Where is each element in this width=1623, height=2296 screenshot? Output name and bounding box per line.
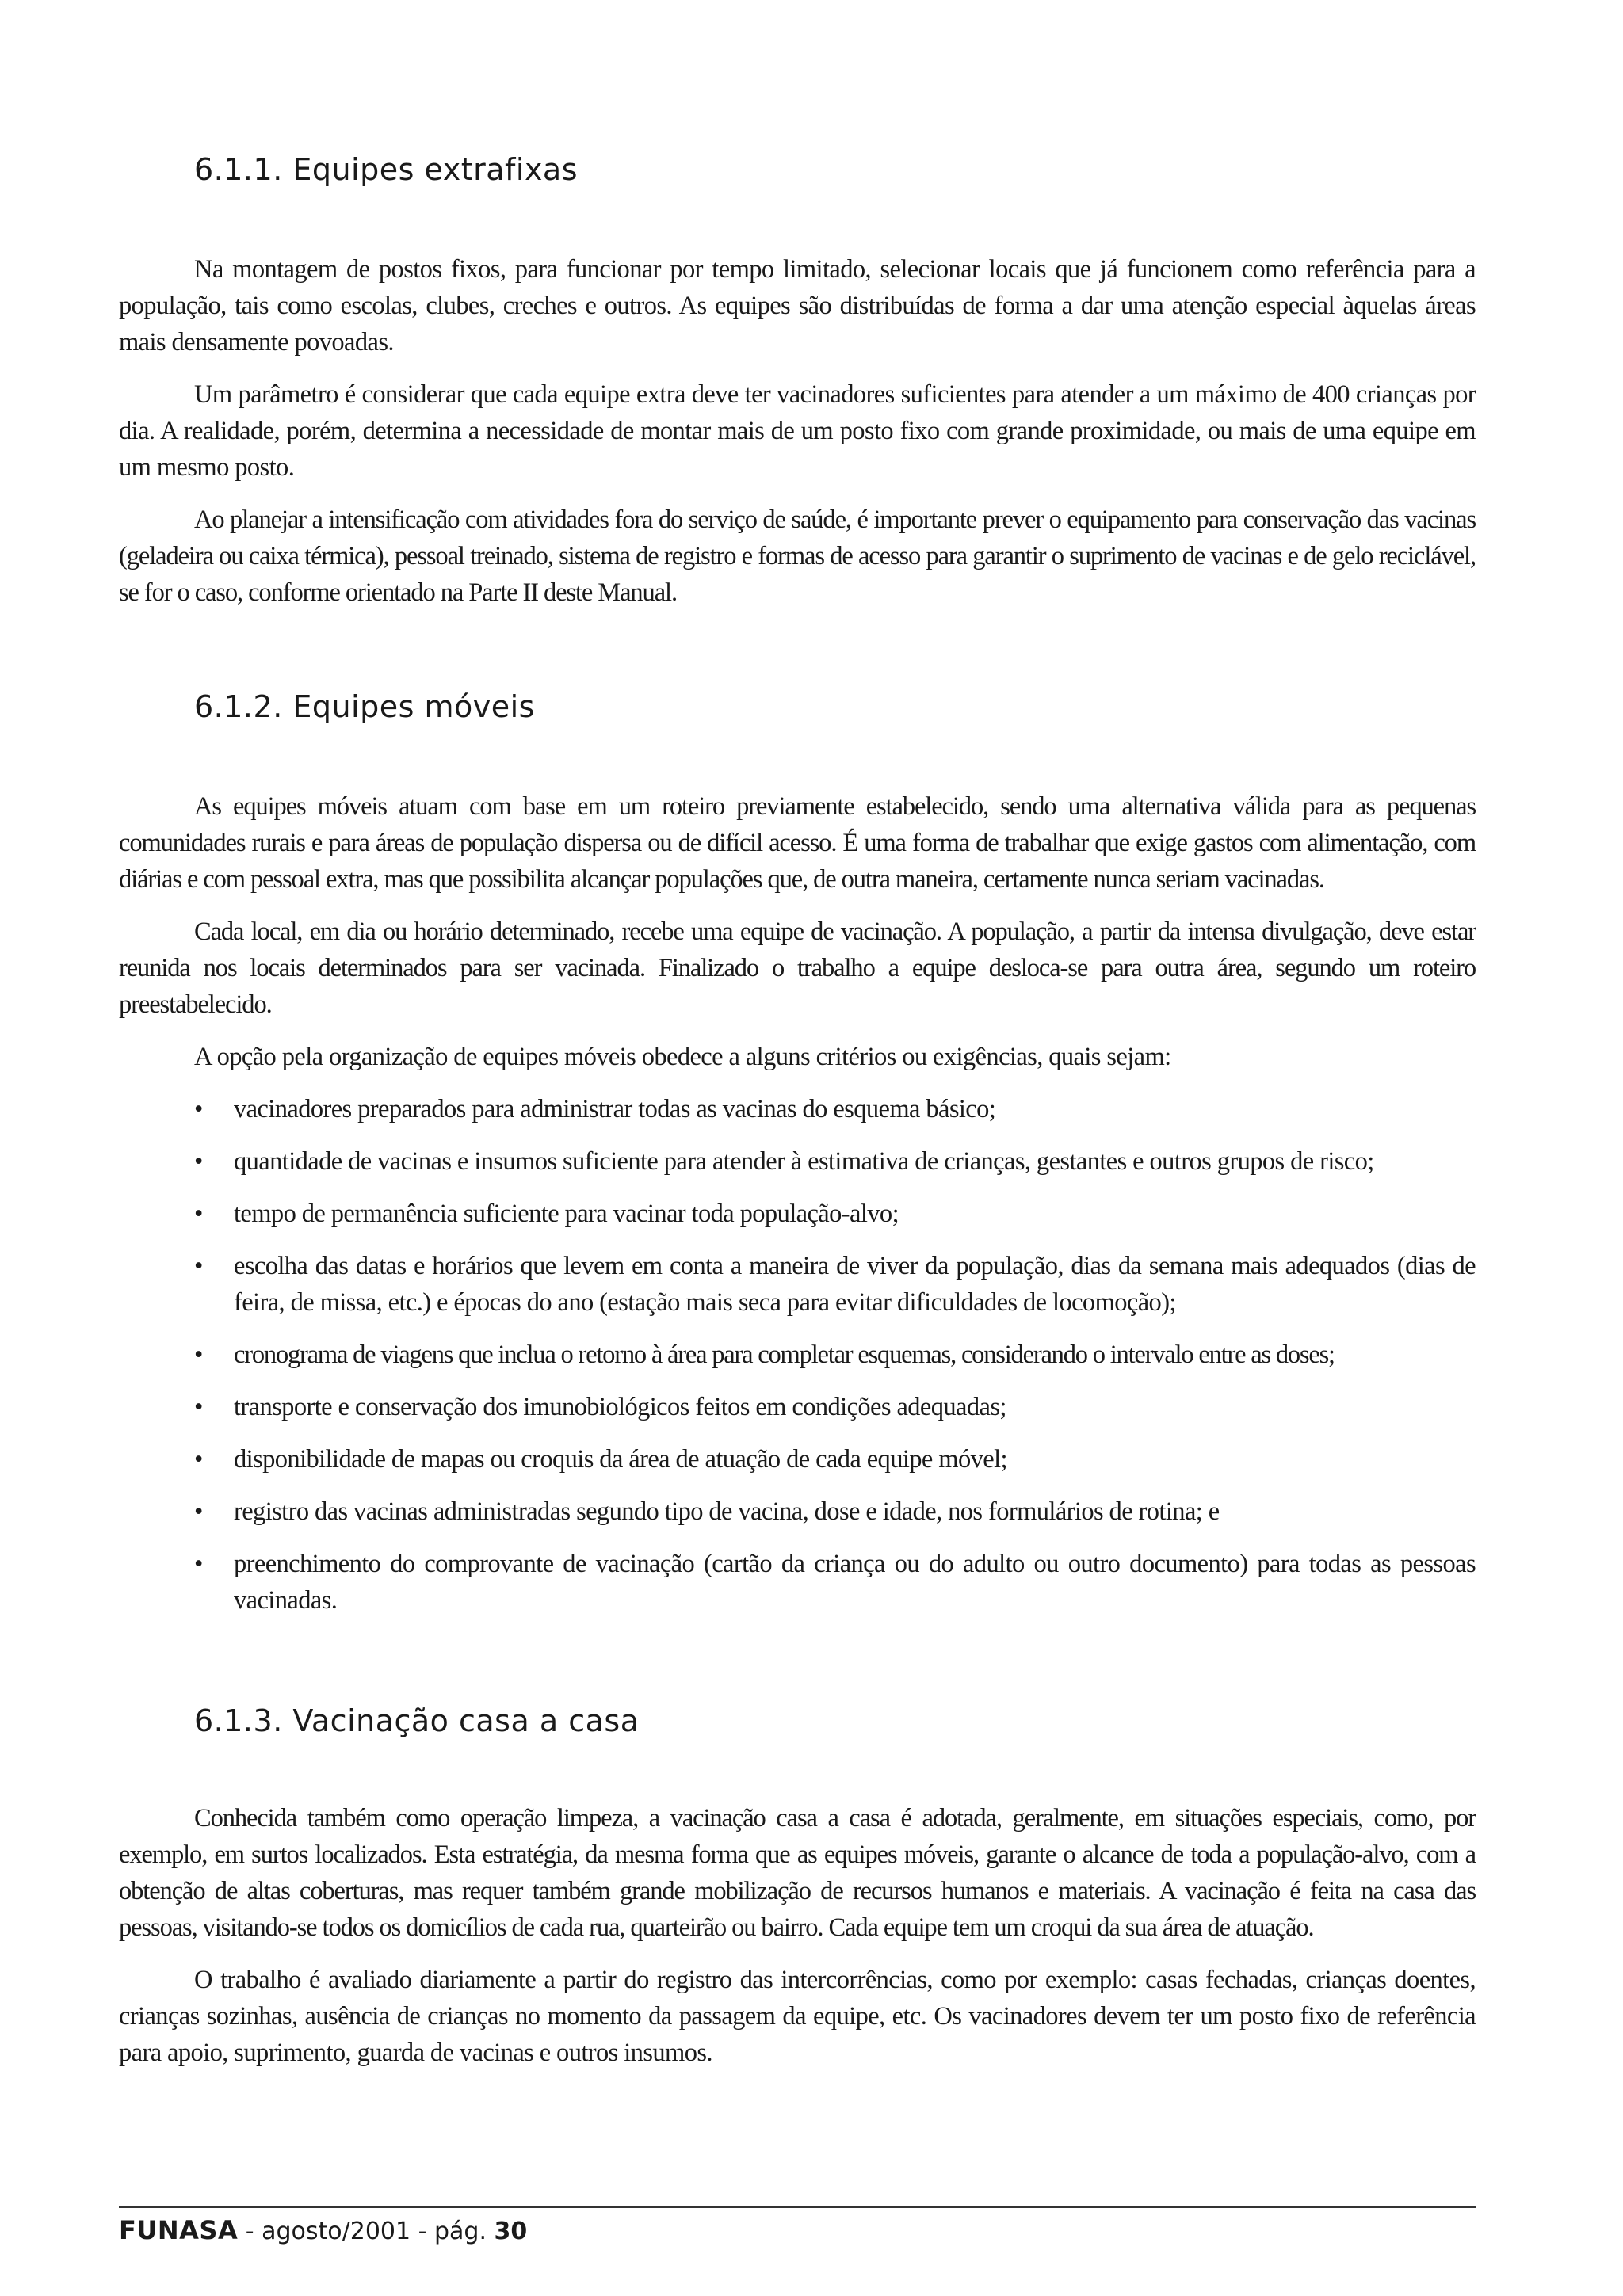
page-number: 30 xyxy=(494,2218,528,2245)
list-item-text: quantidade de vacinas e insumos suficiente para atender à estimativa de crianças, gestantes e outros grupos de risco; xyxy=(234,1147,1374,1176)
bullet-icon: • xyxy=(194,1147,203,1176)
paragraph: A opção pela organização de equipes móveis obedece a alguns critérios ou exigências, quais sejam: xyxy=(194,1043,1171,1071)
footer-date: - agosto/2001 - pág. xyxy=(238,2218,495,2245)
list-item-text: vacinadores preparados para administrar todas as vacinas do esquema básico; xyxy=(234,1095,996,1123)
section-body-6-1-3 xyxy=(119,1800,1476,2087)
section-body-6-1-2 xyxy=(119,788,1476,1634)
bullet-icon: • xyxy=(194,1550,203,1578)
bullet-icon: • xyxy=(194,1497,203,1526)
section-heading-6-1-3: 6.1.3. Vacinação casa a casa xyxy=(194,1703,640,1738)
list-item xyxy=(119,1546,1476,1619)
list-item xyxy=(119,1389,1476,1425)
section-heading-6-1-2: 6.1.2. Equipes móveis xyxy=(194,689,535,724)
footer-divider xyxy=(119,2206,1476,2208)
paragraph: O trabalho é avaliado diariamente a partir do registro das intercorrências, como por exemplo: casas fechadas, crianças doentes, crianças sozinhas, ausência de crianças no momento da passagem da equipe, etc. Os vacinadores devem ter um posto fixo de referência para apoio, suprimento, guarda de vacinas e outros insumos. xyxy=(119,1966,1476,2067)
bullet-icon: • xyxy=(194,1095,203,1123)
list-item-text: escolha das datas e horários que levem em conta a maneira de viver da população, dias da semana mais adequados (dias de feira, de missa, etc.) e épocas do ano (estação mais seca para evitar dificuldades de locomoção); xyxy=(234,1252,1476,1317)
footer-brand: FUNASA xyxy=(119,2215,239,2245)
paragraph: Ao planejar a intensificação com atividades fora do serviço de saúde, é importante prever o equipamento para conservação das vacinas (geladeira ou caixa térmica), pessoal treinado, sistema de registro e formas de acesso para garantir o suprimento de vacinas e de gelo reciclável, se for o caso, conforme orientado na Parte II deste Manual. xyxy=(119,505,1476,607)
list-item xyxy=(119,1441,1476,1478)
list-item xyxy=(119,1143,1476,1180)
list-item xyxy=(119,1248,1476,1321)
bullet-icon: • xyxy=(194,1252,203,1280)
list-item-text: registro das vacinas administradas segundo tipo de vacina, dose e idade, nos formulários de rotina; e xyxy=(234,1497,1220,1526)
paragraph: Cada local, em dia ou horário determinado, recebe uma equipe de vacinação. A população, a partir da intensa divulgação, deve estar reunida nos locais determinados para ser vacinada. Finalizado o trabalho a equipe desloca-se para outra área, segundo um roteiro preestabelecido. xyxy=(119,917,1476,1019)
list-item-text: preenchimento do comprovante de vacinação (cartão da criança ou do adulto ou outro documento) para todas as pessoas vacinadas. xyxy=(234,1550,1476,1615)
bullet-icon: • xyxy=(194,1393,203,1421)
list-item-text: cronograma de viagens que inclua o retorno à área para completar esquemas, considerando o intervalo entre as doses; xyxy=(234,1341,1335,1369)
list-item xyxy=(119,1091,1476,1127)
list-item-text: transporte e conservação dos imunobiológicos feitos em condições adequadas; xyxy=(234,1393,1006,1421)
section-body-6-1-1 xyxy=(119,251,1476,627)
bullet-icon: • xyxy=(194,1341,203,1369)
paragraph: Conhecida também como operação limpeza, a vacinação casa a casa é adotada, geralmente, em situações especiais, como, por exemplo, em surtos localizados. Esta estratégia, da mesma forma que as equipes móveis, garante o alcance de toda a população-alvo, com a obtenção de altas coberturas, mas requer também grande mobilização de recursos humanos e materiais. A vacinação é feita na casa das pessoas, visitando-se todos os domicílios de cada rua, quarteirão ou bairro. Cada equipe tem um croqui da sua área de atuação. xyxy=(119,1804,1476,1942)
bullet-icon: • xyxy=(194,1445,203,1474)
paragraph: Um parâmetro é considerar que cada equipe extra deve ter vacinadores suficientes para atender a um máximo de 400 crianças por dia. A realidade, porém, determina a necessidade de montar mais de um posto fixo com grande proximidade, ou mais de uma equipe em um mesmo posto. xyxy=(119,380,1476,482)
paragraph: As equipes móveis atuam com base em um roteiro previamente estabelecido, sendo uma alternativa válida para as pequenas comunidades rurais e para áreas de população dispersa ou de difícil acesso. É uma forma de trabalhar que exige gastos com alimentação, com diárias e com pessoal extra, mas que possibilita alcançar populações que, de outra maneira, certamente nunca seriam vacinadas. xyxy=(119,792,1476,894)
list-item-text: tempo de permanência suficiente para vacinar toda população-alvo; xyxy=(234,1199,899,1228)
list-item-text: disponibilidade de mapas ou croquis da área de atuação de cada equipe móvel; xyxy=(234,1445,1007,1474)
list-item xyxy=(119,1337,1476,1373)
list-item xyxy=(119,1493,1476,1530)
paragraph: Na montagem de postos fixos, para funcionar por tempo limitado, selecionar locais que já funcionem como referência para a população, tais como escolas, clubes, creches e outros. As equipes são distribuídas de forma a dar uma atenção especial àquelas áreas mais densamente povoadas. xyxy=(119,255,1476,357)
criteria-list xyxy=(119,1091,1476,1619)
section-heading-6-1-1: 6.1.1. Equipes extrafixas xyxy=(194,152,579,187)
list-item xyxy=(119,1196,1476,1232)
page-footer xyxy=(119,2215,527,2245)
bullet-icon: • xyxy=(194,1199,203,1228)
